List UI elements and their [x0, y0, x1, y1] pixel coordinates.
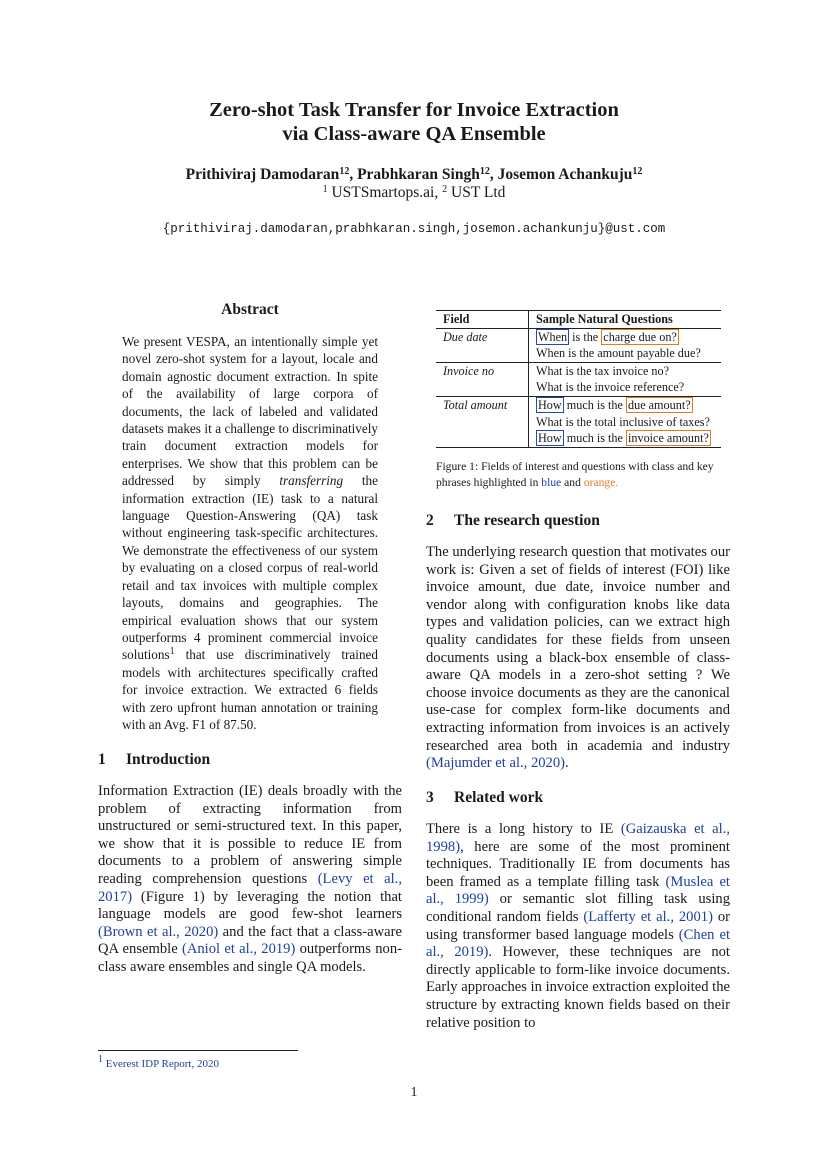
footnote-marker: 1	[169, 646, 175, 658]
key-phrase: invoice amount?	[628, 431, 709, 446]
abstract-text	[122, 333, 378, 733]
abstract-part: We present VESPA, an intentionally simple yet novel zero-shot system for a layout, locale and domain agnostic document extraction. In spite of the availability of large corpora of documents, the lack of labeled and validated datasets makes it a challenge to discriminatively train document extraction models for enterprises. We show that this problem can be addressed by simply	[122, 334, 378, 489]
question-cell: When is the amount payable due?	[536, 346, 701, 361]
field-cell: Total amount	[436, 396, 529, 446]
section-number: 2	[426, 512, 434, 529]
section-number: 3	[426, 789, 434, 806]
abstract-part: the information extraction (IE) task to a natural language Question-Answering (QA) task without engineering task-specific architectures. We demonstrate the effectiveness of our system by evaluating on a closed corpus of real-world retail and tax invoices with multiple complex layouts, domains and geographies. The empirical evaluation shows that our system outperforms 4 prominent commercial invoice solutions	[122, 473, 378, 663]
section-number: 1	[98, 751, 106, 768]
footnote[interactable]	[98, 1054, 219, 1070]
author-name: Prithiviraj Damodaran	[185, 166, 340, 183]
table-row	[436, 362, 721, 379]
field-cell: Invoice no	[436, 362, 529, 396]
section-title: Introduction	[126, 751, 211, 768]
abstract-heading: Abstract	[221, 301, 279, 318]
text-run: outperforms non-class aware ensembles and single QA models.	[98, 941, 402, 975]
question-cell	[529, 328, 722, 345]
affil-name: UST Ltd	[447, 184, 506, 201]
text-run: is the	[569, 329, 602, 344]
key-phrase: charge due on?	[603, 329, 677, 344]
paper-title	[0, 98, 828, 146]
section-heading-introduction	[98, 751, 210, 769]
text-run: There is a long history to IE	[426, 821, 621, 837]
author-name: Josemon Achankuju	[497, 166, 633, 183]
author-list	[0, 166, 828, 184]
introduction-text	[98, 783, 402, 977]
author-name: Prabhkaran Singh	[357, 166, 480, 183]
citation-link[interactable]: (Lafferty et al., 2001)	[583, 908, 713, 925]
citation-link[interactable]: (Chen et al., 2019)	[426, 926, 730, 961]
class-phrase: How	[538, 431, 562, 446]
figure-1-caption	[436, 459, 721, 490]
section-heading-research-question	[426, 512, 600, 530]
abstract-part: that use discriminatively trained models with architectures specifically crafted for invoice extraction. We extracted 6 fields with zero upfront human annotation or training with an Avg. F1 of 87.50.	[122, 647, 378, 732]
page-number: 1	[410, 1085, 418, 1100]
section-title: Related work	[454, 789, 544, 806]
field-cell: Due date	[436, 328, 529, 362]
key-phrase: due amount?	[628, 397, 691, 412]
text-run: much is the	[563, 397, 626, 412]
column-header-questions: Sample Natural Questions	[529, 311, 722, 328]
text-run: (Figure 1) by leveraging the notion that language models are good few-shot learners	[98, 888, 402, 923]
class-phrase: When	[538, 329, 568, 344]
author-emails: {prithiviraj.damodaran,prabhkaran.singh,josemon.achankunju}@ust.com	[162, 222, 666, 236]
author-affil-sup: 12	[339, 166, 350, 177]
table-row	[436, 396, 721, 413]
question-cell	[529, 430, 722, 447]
author-separator: ,	[489, 166, 498, 183]
question-cell: What is the invoice reference?	[536, 380, 685, 395]
citation-link[interactable]: (Muslea et al., 1999)	[426, 873, 730, 908]
citation-link[interactable]: (Majumder et al., 2020)	[426, 755, 566, 772]
text-run: , here are some of the most prominent techniques. Traditionally IE from documents has been framed as a template filling task	[426, 838, 730, 890]
text-run: Information Extraction (IE) deals broadly with the problem of extracting information from unstructured or semi-structured text. In this paper, we show that it is possible to reduce IE from documents to a problem of answering simple reading comprehension questions	[98, 783, 402, 887]
text-run: much is the	[563, 431, 626, 446]
text-run: Fields of interest and questions with class and key phrases highlighted in	[436, 460, 714, 489]
caption-label: Figure 1:	[436, 460, 479, 473]
figure-1-table-wrap	[436, 310, 721, 448]
affil-name: USTSmartops.ai,	[327, 184, 443, 201]
table-row	[436, 328, 721, 345]
caption-blue-word: blue	[541, 475, 562, 489]
column-header-field: Field	[436, 311, 529, 328]
citation-link[interactable]: (Gaizauska et al., 1998)	[426, 821, 731, 855]
section-title: The research question	[454, 512, 600, 529]
text-run: and the fact that a class-aware QA ensemble	[98, 923, 402, 958]
author-affil-sup: 12	[632, 166, 643, 177]
citation-link[interactable]: (Brown et al., 2020)	[98, 923, 219, 940]
figure-1-table	[436, 311, 721, 447]
title-line-1: Zero-shot Task Transfer for Invoice Extraction	[209, 99, 619, 121]
author-affil-sup: 12	[479, 166, 490, 177]
section-heading-related-work	[426, 789, 543, 807]
text-run: . However, these techniques are not directly applicable to form-like invoice documents. Early approaches in invoice extraction exploited the structure by extracting known fields based on their relative position to	[426, 944, 730, 1031]
question-cell: What is the tax invoice no?	[529, 362, 722, 379]
text-run: and	[561, 475, 584, 489]
author-separator: ,	[349, 166, 358, 183]
affiliations	[0, 184, 828, 202]
related-work-text	[426, 821, 730, 1032]
affil-sup: 1	[322, 184, 328, 195]
text-run: The underlying research question that motivates our work is: Given a set of fields of interest (FOI) like invoice amount, due date, invoice number and vendor along with configuration knobs like data types and validation policies, can we extract high quality candidates for these fields from unseen documents using a black-box ensemble of class-aware QA models in a zero-shot setting ? We choose invoice documents as they are the canonical use-case for complex form-like documents and extracting information from invoices is an actively researched area both in academia and industry	[426, 544, 730, 754]
affil-sup: 2	[442, 184, 448, 195]
title-line-2: via Class-aware QA Ensemble	[282, 123, 546, 145]
text-run: .	[565, 755, 569, 772]
question-cell	[529, 396, 722, 413]
abstract-emphasis: transferring	[279, 473, 344, 489]
citation-link[interactable]: (Aniol et al., 2019)	[181, 941, 296, 958]
question-cell: What is the total inclusive of taxes?	[536, 414, 710, 429]
research-question-text	[426, 544, 730, 773]
footnote-divider	[98, 1050, 298, 1051]
text-run: or using transformer based language models	[426, 908, 731, 943]
caption-orange-word: orange.	[583, 475, 619, 489]
class-phrase: How	[538, 397, 562, 412]
citation-link[interactable]: (Levy et al., 2017)	[98, 870, 402, 905]
text-run: or semantic slot filling task using conditional random fields	[426, 891, 730, 925]
footnote-number: 1	[98, 1054, 103, 1065]
footnote-text: Everest IDP Report, 2020	[103, 1058, 219, 1070]
